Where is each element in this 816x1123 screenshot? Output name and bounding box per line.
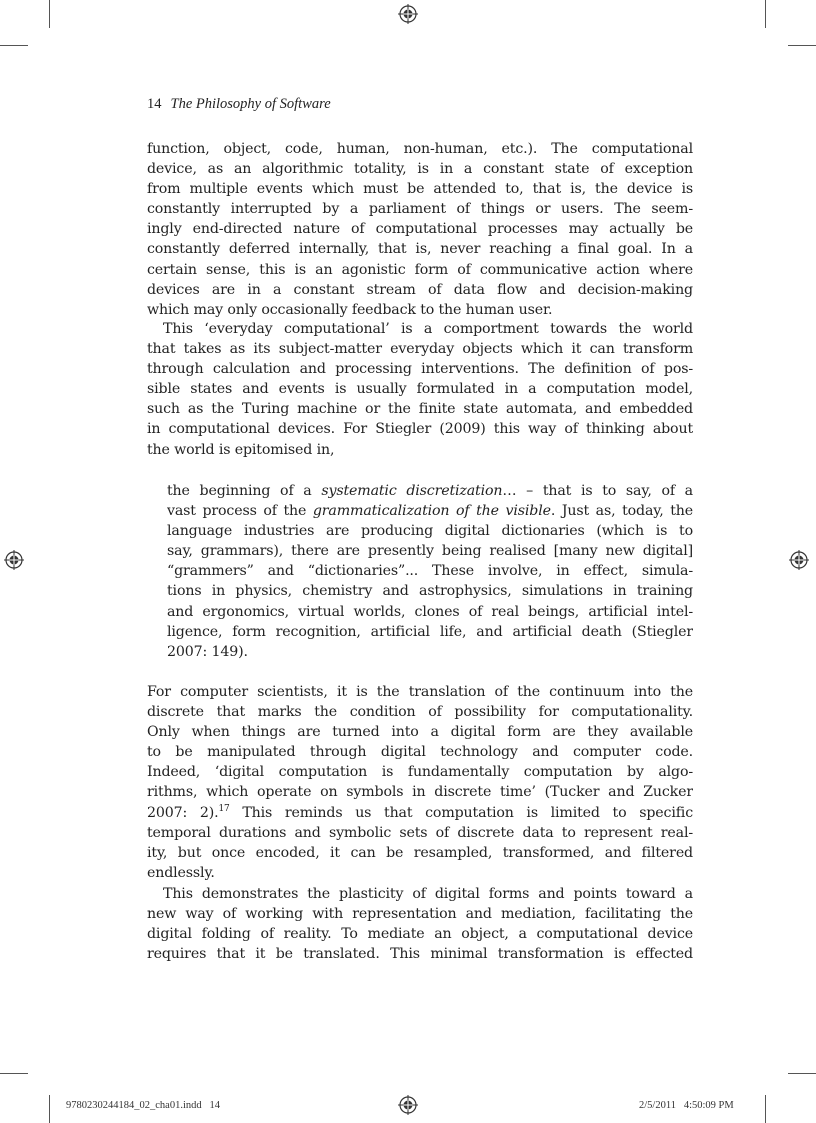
registration-target-icon bbox=[789, 550, 809, 570]
page-number: 14 bbox=[147, 96, 162, 112]
text-line: “grammers” and “dictionaries”... These involve, in effect, simula- bbox=[167, 563, 693, 580]
text-line: say, grammars), there are presently being realised [many new digital] bbox=[167, 543, 693, 560]
text-line: that takes as its subject-matter everyday objects which it can transform bbox=[147, 341, 693, 358]
slug-filename: 9780230244184_02_cha01.indd 14 bbox=[66, 1100, 220, 1111]
text-line: sible states and events is usually formulated in a computation model, bbox=[147, 381, 693, 398]
trim-mark-bottom-left bbox=[49, 1095, 50, 1123]
text-line: Only when things are turned into a digital form are they available bbox=[147, 724, 693, 741]
text-line: through calculation and processing interventions. The definition of pos- bbox=[147, 361, 693, 378]
text-line bbox=[147, 803, 693, 823]
footnote-ref: 17 bbox=[218, 803, 230, 814]
text-line: rithms, which operate on symbols in discrete time’ (Tucker and Zucker bbox=[147, 784, 693, 801]
text-line: This demonstrates the plasticity of digital forms and points toward a bbox=[163, 886, 693, 902]
paragraph-4 bbox=[147, 884, 693, 964]
text-line: tions in physics, chemistry and astrophysics, simulations in training bbox=[167, 583, 693, 600]
text-run: . Just as, today, the bbox=[550, 503, 693, 520]
text-line: ity, but once encoded, it can be resampled, transformed, and filtered bbox=[147, 844, 693, 861]
registration-target-icon bbox=[398, 1095, 418, 1115]
text-run: … – that is to say, of a bbox=[502, 483, 693, 499]
text-line: new way of working with representation and mediation, facilitating the bbox=[147, 906, 693, 923]
registration-target-icon bbox=[4, 550, 24, 570]
text-line: ligence, form recognition, artificial life, and artificial death (Stiegler bbox=[167, 623, 693, 640]
text-line: the world is epitomised in, bbox=[147, 441, 335, 458]
text-line: For computer scientists, it is the translation of the continuum into the bbox=[147, 684, 693, 700]
paragraph-3 bbox=[147, 682, 693, 883]
block-quote bbox=[167, 481, 693, 662]
slug-timestamp: 2/5/2011 4:50:09 PM bbox=[639, 1100, 734, 1111]
text-line: endlessly. bbox=[147, 864, 215, 881]
text-line: and ergonomics, virtual worlds, clones of real beings, artificial intel- bbox=[167, 603, 693, 620]
text-line: ingly end-directed nature of computational processes may actually be bbox=[147, 221, 693, 238]
text-line: discrete that marks the condition of possibility for computationality. bbox=[147, 704, 693, 721]
text-line: 2007: 149). bbox=[167, 643, 248, 660]
text-line: in computational devices. For Stiegler (2009) this way of thinking about bbox=[147, 421, 693, 438]
text-line: certain sense, this is an agonistic form of communicative action where bbox=[147, 261, 693, 278]
text-run: This reminds us that computation is limited to specific bbox=[229, 804, 693, 821]
text-line: which may only occasionally feedback to the human user. bbox=[147, 301, 553, 318]
text-line: constantly interrupted by a parliament of things or users. The seem- bbox=[147, 201, 693, 218]
text-run: 2007: 2). bbox=[147, 804, 219, 821]
trim-mark-right-upper bbox=[788, 45, 816, 46]
text-line: Indeed, ‘digital computation is fundamentally computation by algo- bbox=[147, 764, 693, 781]
text-line: constantly deferred internally, that is, never reaching a final goal. In a bbox=[147, 241, 693, 258]
registration-target-icon bbox=[398, 4, 418, 24]
text-run: the beginning of a bbox=[167, 483, 322, 499]
text-run: vast process of the bbox=[167, 503, 313, 520]
text-line bbox=[167, 481, 693, 501]
trim-mark-right-lower bbox=[788, 1073, 816, 1074]
trim-mark-top-right bbox=[765, 0, 766, 28]
text-line: to be manipulated through digital technology and computer code. bbox=[147, 744, 693, 761]
text-line: function, object, code, human, non-human, etc.). The computational bbox=[147, 141, 693, 157]
text-line: language industries are producing digital dictionaries (which is to bbox=[167, 523, 693, 540]
paragraph-1 bbox=[147, 139, 693, 320]
text-line: temporal durations and symbolic sets of discrete data to represent real- bbox=[147, 824, 693, 841]
text-line bbox=[167, 501, 693, 521]
italic-run: systematic discretization bbox=[321, 483, 503, 499]
text-line: requires that it be translated. This minimal transformation is effected bbox=[147, 946, 693, 963]
text-line: such as the Turing machine or the finite state automata, and embedded bbox=[147, 401, 693, 418]
text-line: digital folding of reality. To mediate an object, a computational device bbox=[147, 926, 693, 943]
paragraph-2 bbox=[147, 319, 693, 460]
text-line: device, as an algorithmic totality, is in a constant state of exception bbox=[147, 161, 693, 178]
text-line: from multiple events which must be attended to, that is, the device is bbox=[147, 181, 693, 198]
text-line: This ‘everyday computational’ is a comportment towards the world bbox=[163, 321, 693, 337]
trim-mark-top-left bbox=[49, 0, 50, 28]
trim-mark-left-upper bbox=[0, 45, 28, 46]
text-line: devices are in a constant stream of data flow and decision-making bbox=[147, 281, 693, 298]
book-title: The Philosophy of Software bbox=[170, 96, 331, 112]
italic-run: grammaticalization of the visible bbox=[312, 503, 551, 520]
trim-mark-bottom-right bbox=[765, 1095, 766, 1123]
running-head bbox=[147, 96, 331, 113]
trim-mark-left-lower bbox=[0, 1073, 28, 1074]
